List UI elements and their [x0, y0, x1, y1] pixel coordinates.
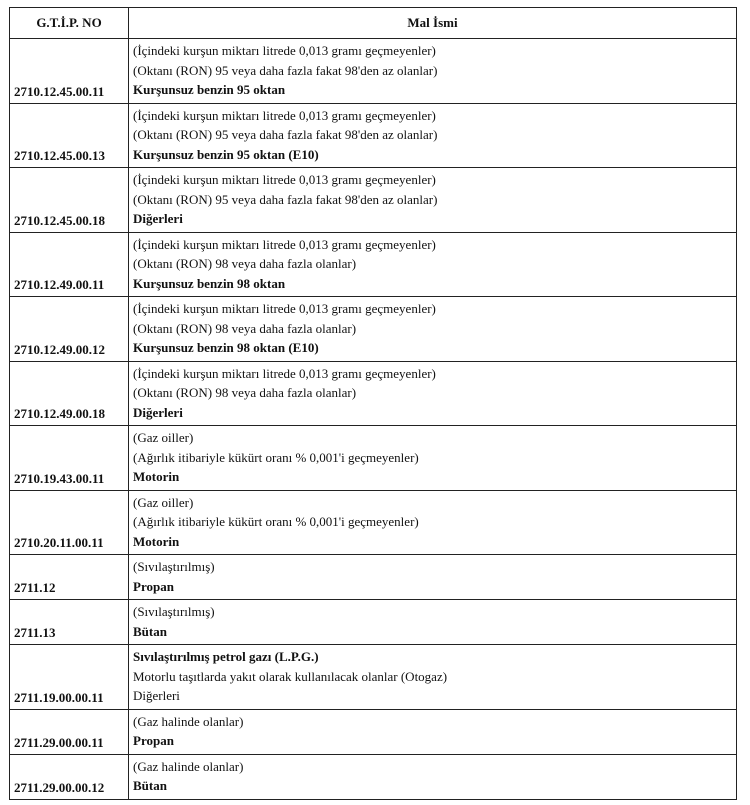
- product-qualifier-line: (Sıvılaştırılmış): [133, 559, 215, 574]
- product-qualifier-line: (Oktanı (RON) 98 veya daha fazla olanlar): [133, 256, 357, 271]
- product-qualifier-line: (Oktanı (RON) 95 veya daha fazla fakat 98'den az olanlar): [133, 62, 438, 78]
- gtip-code-cell: 2710.20.11.00.11: [10, 490, 129, 555]
- product-qualifier-line: (Gaz oiller): [133, 430, 194, 445]
- table-row: [10, 168, 737, 233]
- product-name-cell: [129, 103, 737, 168]
- table-row: [10, 754, 737, 799]
- product-name-cell: [129, 645, 737, 710]
- product-name-cell: [129, 490, 737, 555]
- gtip-code-cell: 2710.12.49.00.12: [10, 297, 129, 362]
- product-name-cell: [129, 361, 737, 426]
- gtip-code-cell: 2711.29.00.00.12: [10, 754, 129, 799]
- header-gtip-no: G.T.İ.P. NO: [10, 8, 129, 39]
- table-body: [10, 39, 737, 800]
- gtip-code-cell: 2710.12.45.00.18: [10, 168, 129, 233]
- product-qualifier-line: Motorlu taşıtlarda yakıt olarak kullanılacak olanlar (Otogaz): [133, 668, 448, 684]
- table-row: [10, 426, 737, 491]
- header-mal-ismi: Mal İsmi: [129, 8, 737, 39]
- gtip-code-cell: 2710.12.45.00.11: [10, 39, 129, 104]
- product-name-cell: [129, 426, 737, 491]
- gtip-code-cell: 2710.12.49.00.18: [10, 361, 129, 426]
- table-row: [10, 361, 737, 426]
- product-name-line: Bütan: [133, 623, 167, 639]
- product-name-line: Kurşunsuz benzin 98 oktan: [133, 275, 286, 291]
- product-name-line: Sıvılaştırılmış petrol gazı (L.P.G.): [133, 649, 319, 664]
- product-name-line: Diğerleri: [133, 211, 183, 226]
- table-header-row: [10, 8, 737, 39]
- product-name-cell: [129, 297, 737, 362]
- product-qualifier-line: (Sıvılaştırılmış): [133, 604, 215, 619]
- gtip-code-cell: 2710.12.45.00.13: [10, 103, 129, 168]
- gtip-code-cell: 2710.19.43.00.11: [10, 426, 129, 491]
- product-name-line: Diğerleri: [133, 404, 183, 420]
- product-name-cell: [129, 555, 737, 600]
- table-row: [10, 39, 737, 104]
- table-row: [10, 600, 737, 645]
- product-qualifier-line: (Oktanı (RON) 95 veya daha fazla fakat 98'den az olanlar): [133, 191, 438, 207]
- table-row: [10, 297, 737, 362]
- product-qualifier-line: (Ağırlık itibariyle kükürt oranı % 0,001'i geçmeyenler): [133, 514, 419, 529]
- product-name-line: Motorin: [133, 469, 180, 484]
- product-name-line: Propan: [133, 733, 174, 748]
- product-qualifier-line: (Gaz halinde olanlar): [133, 713, 244, 729]
- product-name-cell: [129, 168, 737, 233]
- product-qualifier-line: Diğerleri: [133, 688, 180, 703]
- product-qualifier-line: (İçindeki kurşun miktarı litrede 0,013 gramı geçmeyenler): [133, 301, 436, 316]
- gtip-code-cell: 2711.19.00.00.11: [10, 645, 129, 710]
- gtip-code-cell: 2710.12.49.00.11: [10, 232, 129, 297]
- product-qualifier-line: (Oktanı (RON) 98 veya daha fazla olanlar): [133, 385, 357, 400]
- table-row: [10, 709, 737, 754]
- product-qualifier-line: (İçindeki kurşun miktarı litrede 0,013 gramı geçmeyenler): [133, 172, 436, 187]
- table-row: [10, 232, 737, 297]
- table-row: [10, 490, 737, 555]
- gtip-code-cell: 2711.29.00.00.11: [10, 709, 129, 754]
- tariff-table: [9, 7, 737, 800]
- gtip-code-cell: 2711.13: [10, 600, 129, 645]
- table-row: [10, 555, 737, 600]
- product-name-line: Motorin: [133, 533, 180, 549]
- product-name-line: Propan: [133, 578, 174, 594]
- product-qualifier-line: (Oktanı (RON) 98 veya daha fazla olanlar): [133, 320, 357, 336]
- product-name-line: Kurşunsuz benzin 98 oktan (E10): [133, 340, 319, 355]
- product-qualifier-line: (İçindeki kurşun miktarı litrede 0,013 gramı geçmeyenler): [133, 107, 436, 123]
- table-row: [10, 645, 737, 710]
- product-name-line: Bütan: [133, 778, 167, 793]
- product-name-cell: [129, 754, 737, 799]
- product-name-cell: [129, 709, 737, 754]
- product-qualifier-line: (Gaz oiller): [133, 494, 194, 510]
- product-name-cell: [129, 232, 737, 297]
- product-qualifier-line: (İçindeki kurşun miktarı litrede 0,013 gramı geçmeyenler): [133, 236, 436, 252]
- product-qualifier-line: (Ağırlık itibariyle kükürt oranı % 0,001'i geçmeyenler): [133, 449, 419, 465]
- product-name-cell: [129, 39, 737, 104]
- product-name-cell: [129, 600, 737, 645]
- document-page: [9, 7, 736, 800]
- product-name-line: Kurşunsuz benzin 95 oktan (E10): [133, 146, 319, 162]
- product-name-line: Kurşunsuz benzin 95 oktan: [133, 82, 286, 97]
- product-qualifier-line: (İçindeki kurşun miktarı litrede 0,013 gramı geçmeyenler): [133, 43, 436, 58]
- table-row: [10, 103, 737, 168]
- product-qualifier-line: (İçindeki kurşun miktarı litrede 0,013 gramı geçmeyenler): [133, 365, 436, 381]
- product-qualifier-line: (Oktanı (RON) 95 veya daha fazla fakat 98'den az olanlar): [133, 127, 438, 142]
- product-qualifier-line: (Gaz halinde olanlar): [133, 758, 244, 774]
- gtip-code-cell: 2711.12: [10, 555, 129, 600]
